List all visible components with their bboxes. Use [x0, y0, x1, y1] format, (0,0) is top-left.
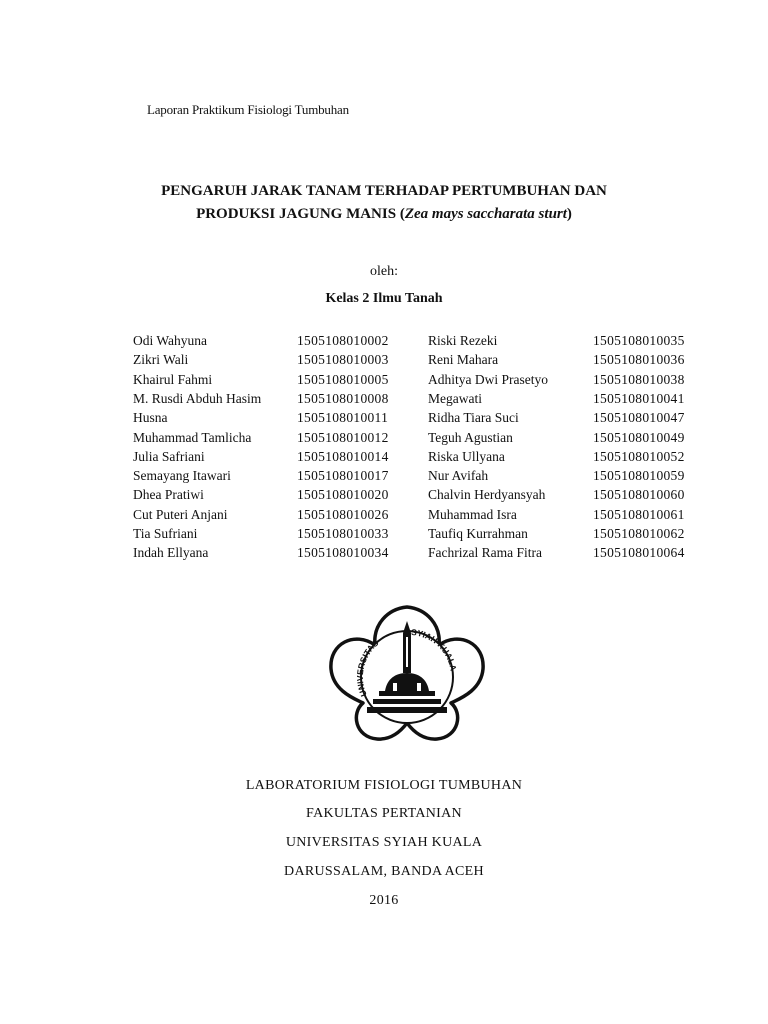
- member-nim: 1505108010014: [297, 448, 389, 464]
- report-title: [0, 180, 768, 226]
- member-nim: 1505108010059: [593, 468, 685, 484]
- member-nim: 1505108010020: [297, 487, 389, 503]
- member-nim: 1505108010026: [297, 506, 389, 522]
- member-nim: 1505108010047: [593, 410, 685, 426]
- member-row: [0, 352, 768, 371]
- footer-lab: LABORATORIUM FISIOLOGI TUMBUHAN: [245, 778, 523, 793]
- member-row: [0, 449, 768, 468]
- member-name: Zikri Wali: [133, 352, 189, 368]
- member-name: Fachrizal Rama Fitra: [428, 545, 542, 561]
- logo-text-left: UNIVERSITAS: [354, 637, 381, 699]
- member-row: [0, 372, 768, 391]
- member-name: Muhammad Tamlicha: [133, 429, 252, 445]
- member-nim: 1505108010035: [593, 333, 685, 348]
- member-row: [0, 487, 768, 506]
- logo-text-right: SYIAH KUALA: [410, 626, 459, 672]
- member-nim: 1505108010017: [297, 468, 389, 484]
- member-name: Tia Sufriani: [133, 526, 198, 541]
- member-name: Husna: [133, 410, 168, 426]
- member-nim: 1505108010002: [297, 333, 389, 348]
- member-name: Cut Puteri Anjani: [133, 506, 228, 522]
- member-row: [0, 545, 768, 564]
- member-nim: 1505108010052: [593, 448, 685, 464]
- member-name: Reni Mahara: [428, 352, 499, 368]
- member-nim: 1505108010041: [593, 390, 685, 406]
- member-name: Indah Ellyana: [133, 545, 209, 561]
- member-nim: 1505108010038: [593, 371, 685, 387]
- member-nim: 1505108010003: [297, 352, 389, 368]
- scientific-name: Zea mays saccharata sturt: [404, 206, 567, 222]
- member-row: [0, 391, 768, 410]
- member-nim: 1505108010005: [297, 371, 389, 387]
- member-nim: 1505108010064: [593, 545, 685, 561]
- footer-location: DARUSSALAM, BANDA ACEH: [284, 864, 484, 879]
- footer-faculty: FAKULTAS PERTANIAN: [306, 806, 462, 821]
- member-nim: 1505108010008: [297, 390, 389, 406]
- member-row: [0, 430, 768, 449]
- byline-oleh: oleh:: [370, 264, 398, 279]
- member-name: Semayang Itawari: [133, 468, 231, 484]
- member-nim: 1505108010034: [297, 545, 389, 561]
- member-name: Ridha Tiara Suci: [428, 410, 519, 426]
- member-name: Adhitya Dwi Prasetyo: [428, 371, 548, 387]
- member-nim: 1505108010060: [593, 487, 685, 503]
- member-nim: 1505108010033: [297, 526, 389, 541]
- running-header: Laporan Praktikum Fisiologi Tumbuhan: [147, 102, 349, 117]
- title-line-1: PENGARUH JARAK TANAM TERHADAP PERTUMBUHAN DAN: [161, 183, 607, 199]
- member-nim: 1505108010061: [593, 506, 685, 522]
- member-row: [0, 526, 768, 545]
- member-name: Riska Ullyana: [428, 448, 505, 464]
- member-name: Taufiq Kurrahman: [428, 526, 528, 541]
- member-name: Dhea Pratiwi: [133, 487, 204, 503]
- member-row: [0, 468, 768, 487]
- member-name: Khairul Fahmi: [133, 371, 213, 387]
- member-name: M. Rusdi Abduh Hasim: [133, 390, 262, 406]
- member-name: Julia Safriani: [133, 448, 205, 464]
- university-logo: [327, 603, 487, 743]
- footer-university: UNIVERSITAS SYIAH KUALA: [285, 835, 483, 850]
- member-name: Muhammad Isra: [428, 506, 517, 522]
- member-row: [0, 507, 768, 526]
- class-name: Kelas 2 Ilmu Tanah: [325, 291, 443, 306]
- member-row: [0, 333, 768, 352]
- footer-year: 2016: [369, 893, 399, 908]
- member-name: Teguh Agustian: [428, 429, 513, 445]
- member-name: Odi Wahyuna: [133, 333, 208, 348]
- member-nim: 1505108010012: [297, 429, 389, 445]
- member-name: Riski Rezeki: [428, 333, 498, 348]
- member-nim: 1505108010036: [593, 352, 685, 368]
- member-name: Nur Avifah: [428, 468, 489, 484]
- member-row: [0, 410, 768, 429]
- member-name: Chalvin Herdyansyah: [428, 487, 546, 503]
- member-name: Megawati: [428, 390, 482, 406]
- member-nim: 1505108010011: [297, 410, 389, 426]
- member-nim: 1505108010062: [593, 526, 685, 541]
- title-line-2: PRODUKSI JAGUNG MANIS (Zea mays saccharata sturt): [196, 206, 572, 222]
- member-nim: 1505108010049: [593, 429, 685, 445]
